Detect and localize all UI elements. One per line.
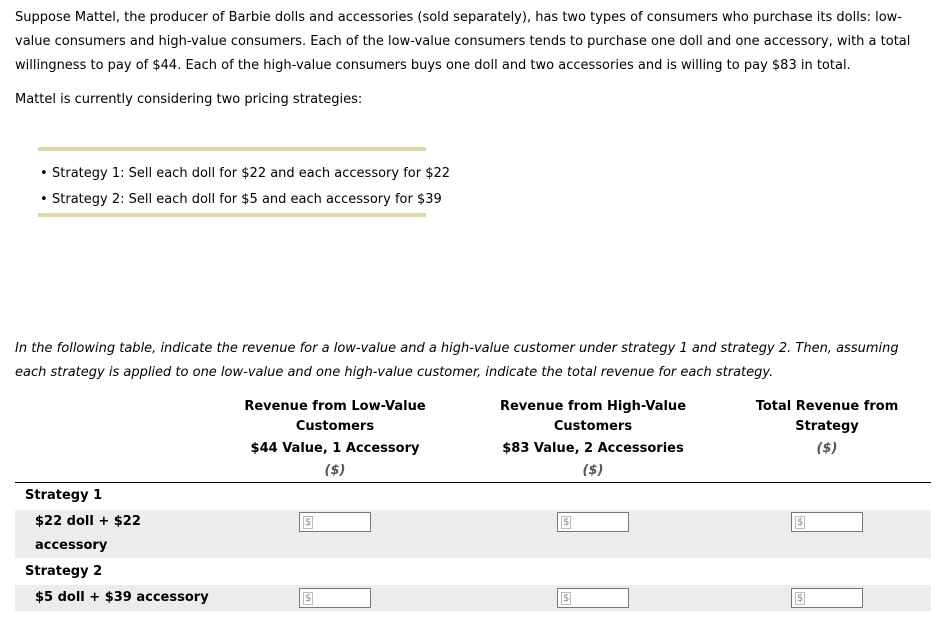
- table-instruction: In the following table, indicate the revenue for a low-value and a high-value customer under strategy 1 and strategy 2. Then, assuming each strategy is applied to one low-value and one high-value customer, indicate the total revenue for each strategy.: [15, 341, 899, 380]
- dollar-sign-icon: $: [563, 593, 570, 604]
- dollar-sign-icon: $: [797, 517, 804, 528]
- strategy-2-total-revenue-input[interactable]: [791, 588, 863, 608]
- col-header-low-value: [235, 397, 435, 481]
- col-header-title: Total Revenue from: [755, 399, 899, 414]
- table-header-divider: [15, 482, 931, 483]
- col-header-title: Revenue from Low-Value: [244, 399, 426, 414]
- dollar-sign-icon: $: [797, 593, 804, 604]
- col-header-title: Revenue from High-Value: [499, 399, 687, 414]
- strategy-1-low-value-revenue-input[interactable]: [299, 512, 371, 532]
- strategy-2-low-value-revenue-input[interactable]: [299, 588, 371, 608]
- intro-paragraph: Suppose Mattel, the producer of Barbie dolls and accessories (sold separately), has two types of consumers who purchase its dolls: low-value consumers and high-value consumers. Each of the low-value consumers tends to purchase one doll and one accessory, with a total willingness to pay of $44. Each of the high-value consumers buys one doll and two accessories and is willing to pay $83 in total.: [15, 10, 911, 73]
- strategy-1-high-value-revenue-input[interactable]: [557, 512, 629, 532]
- row-label-strategy-2: Strategy 2: [25, 564, 103, 579]
- dollar-sign-icon: $: [305, 593, 312, 604]
- strategy-2-item: • Strategy 2: Sell each doll for $5 and each accessory for $39: [38, 187, 450, 213]
- strategy-1-total-revenue-input[interactable]: [791, 512, 863, 532]
- col-header-unit: ($): [324, 463, 346, 478]
- col-header-title: Customers: [295, 419, 375, 434]
- row-desc-strategy-1-cont: accessory: [35, 538, 108, 553]
- row-desc-strategy-2: $5 doll + $39 accessory: [35, 590, 209, 605]
- row-label-strategy-1: Strategy 1: [25, 488, 103, 503]
- col-header-unit: ($): [582, 463, 604, 478]
- strategy-1-item: • Strategy 1: Sell each doll for $22 and each accessory for $22: [38, 161, 450, 187]
- strategy-list-box: [38, 147, 451, 217]
- col-header-title: Strategy: [795, 419, 859, 434]
- col-header-title: Customers: [553, 419, 633, 434]
- row-desc-strategy-1: $22 doll + $22: [35, 514, 141, 529]
- col-header-high-value: [482, 397, 704, 481]
- strategies-intro: Mattel is currently considering two pricing strategies:: [15, 92, 363, 107]
- col-header-total: [742, 397, 912, 459]
- dollar-sign-icon: $: [305, 517, 312, 528]
- col-header-unit: ($): [816, 441, 838, 456]
- dollar-sign-icon: $: [563, 517, 570, 528]
- col-header-subtitle: $44 Value, 1 Accessory: [250, 441, 420, 456]
- col-header-subtitle: $83 Value, 2 Accessories: [502, 441, 684, 456]
- strategy-2-high-value-revenue-input[interactable]: [557, 588, 629, 608]
